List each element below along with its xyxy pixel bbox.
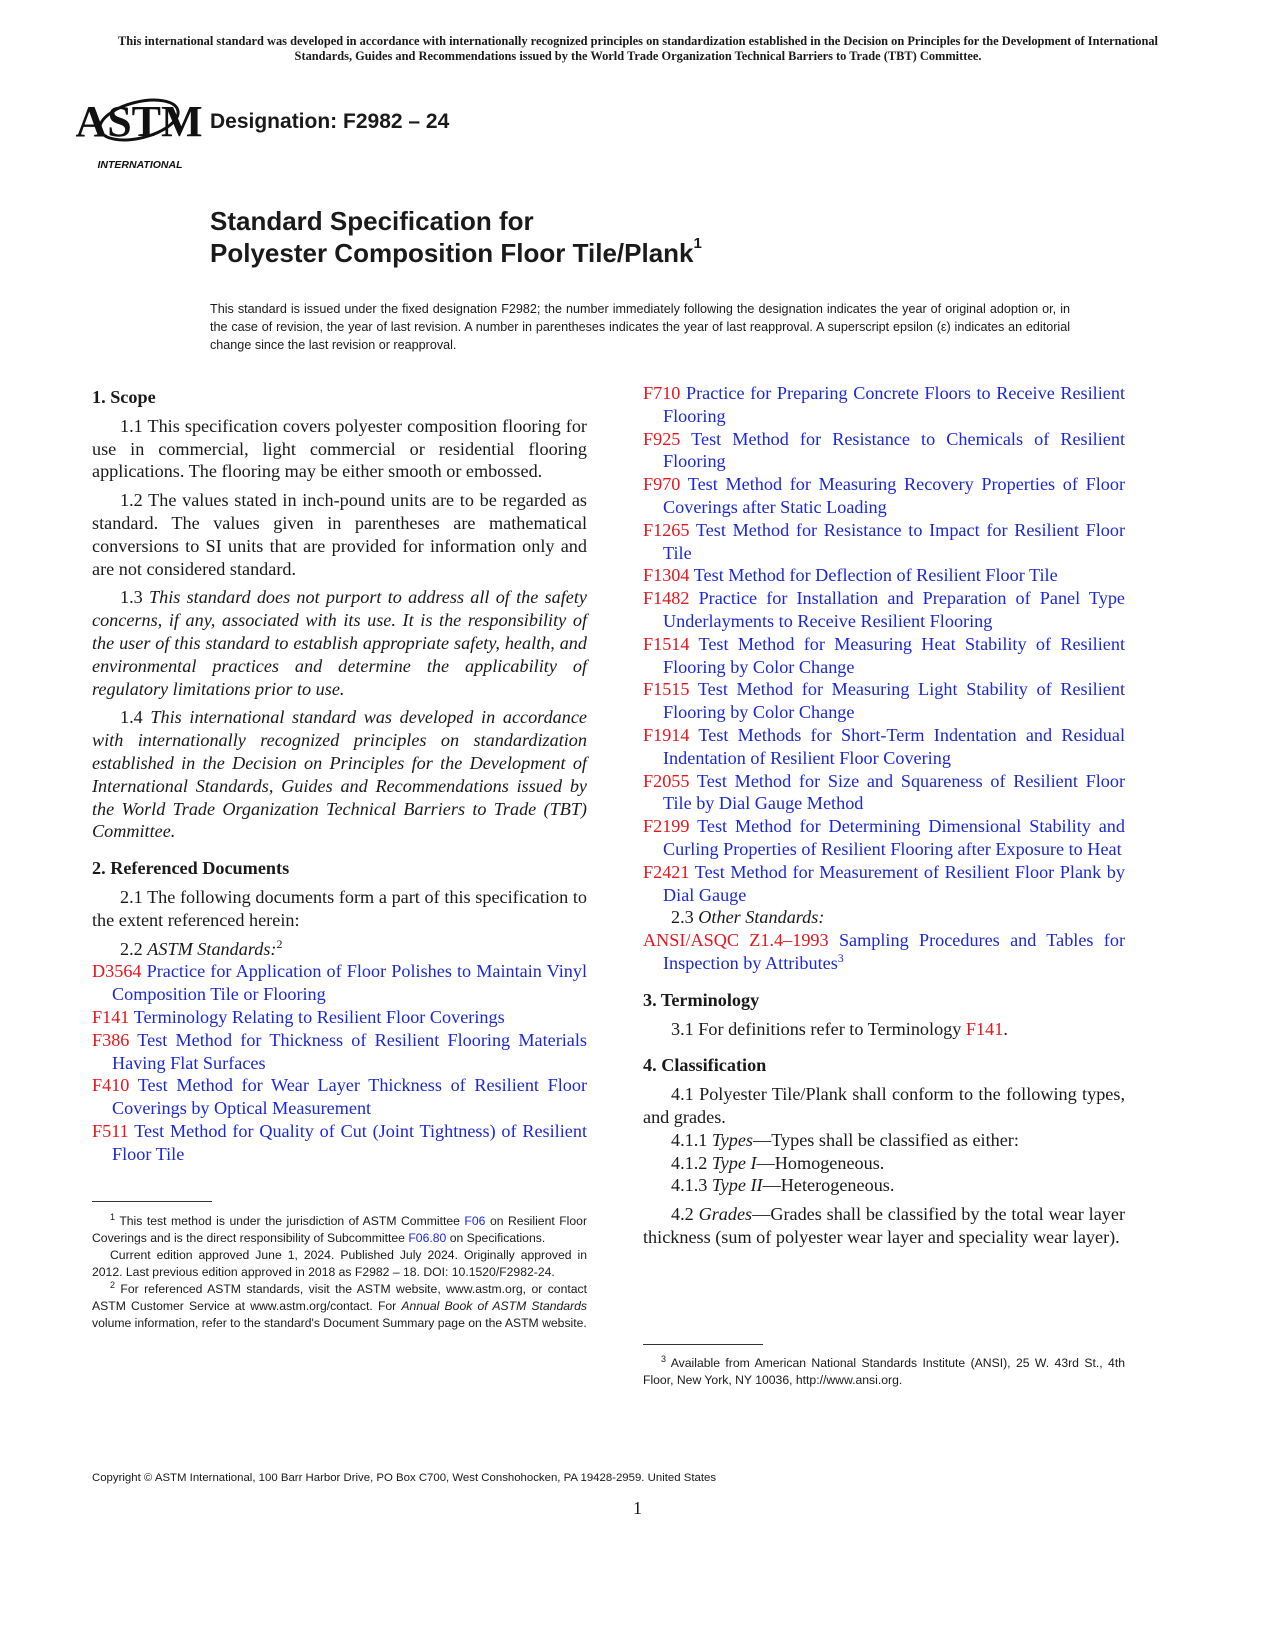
ref-code[interactable]: F925 (643, 428, 681, 449)
ref-title[interactable]: Test Method for Resistance to Impact for Resilient Floor Tile (663, 519, 1125, 563)
referenced-2-3-label: Other Standards: (698, 907, 825, 928)
classification-4-1: 4.1 Polyester Tile/Plank shall conform to the following types, and grades. (643, 1084, 1125, 1127)
type-label: Type I (711, 1152, 757, 1173)
type-label: Type II (711, 1175, 763, 1196)
footnote-1-text-a: This test method is under the jurisdiction of ASTM Committee (119, 1214, 465, 1228)
astm-refs-right (643, 382, 1125, 906)
reference-f710[interactable] (643, 382, 1125, 428)
logo-letters: ASTM (75, 97, 203, 146)
section-classification-heading: 4. Classification (643, 1055, 767, 1076)
right-column (643, 382, 1125, 1255)
referenced-2-3 (643, 906, 1125, 929)
ref-title[interactable]: Sampling Procedures and Tables for Inspection by Attributes (663, 930, 1126, 973)
reference-f2199[interactable] (643, 815, 1125, 861)
grades-num: 4.2 (671, 1204, 694, 1225)
footnote-3-marker: 3 (661, 1353, 667, 1364)
ref-title[interactable]: Practice for Application of Floor Polishes to Maintain Vinyl Composition Tile or Flooring (112, 961, 587, 1005)
ref-code[interactable]: D3564 (92, 961, 142, 982)
ref-code[interactable]: F710 (643, 383, 681, 403)
footnote-3 (643, 1355, 1125, 1389)
reference-d3564[interactable] (92, 960, 587, 1006)
left-column (92, 382, 587, 1166)
referenced-2-2-num: 2.2 (120, 938, 143, 959)
ref-code[interactable]: F1482 (643, 588, 690, 609)
footnote-1-text-c: on Specifications. (446, 1231, 546, 1245)
ref-title[interactable]: Test Method for Resistance to Chemicals of Resilient Flooring (663, 428, 1125, 472)
ref-code[interactable]: F1514 (643, 633, 690, 654)
terminology-end: . (1003, 1018, 1008, 1039)
reference-f1515[interactable] (643, 678, 1125, 724)
ref-title[interactable]: Practice for Preparing Concrete Floors to Receive Resilient Flooring (663, 383, 1125, 426)
type-label: Types (711, 1129, 754, 1150)
reference-f1304[interactable] (643, 564, 1125, 587)
type-num: 4.1.2 (671, 1152, 708, 1173)
reference-f2055[interactable] (643, 770, 1125, 816)
logo-text: INTERNATIONAL (97, 159, 183, 171)
astm-logo (75, 82, 203, 174)
page-number: 1 (633, 1498, 642, 1518)
top-notice: This international standard was developed in accordance with internationally recognized principles on standardization established in the Decision on Principles for the Development of International Standards, Guides and Recommendations issued by the World Trade Organization Technical Barriers to Trade (TBT) Committee. (117, 34, 1159, 63)
ref-code[interactable]: F410 (92, 1075, 130, 1096)
title-line-2-text: Polyester Composition Floor Tile/Plank (210, 238, 694, 268)
section-terminology-heading: 3. Terminology (643, 989, 760, 1010)
title-line-2 (210, 237, 702, 269)
committee-f06-link[interactable]: F06 (464, 1214, 486, 1228)
reference-f925[interactable] (643, 428, 1125, 474)
classification-4-1-3 (643, 1174, 1125, 1197)
footnote-1-text-b: on Resilient Floor Coverings and is the direct responsibility of Subcommittee (92, 1214, 588, 1245)
footnote-3-text: Available from American National Standards Institute (ANSI), 25 W. 43rd St., 4th Floor, New York, NY 10036, http://www.ansi.org. (643, 1356, 1125, 1387)
scope-1-3-num: 1.3 (120, 587, 143, 608)
grades-label: Grades (698, 1204, 753, 1225)
ref-title[interactable]: Test Method for Quality of Cut (Joint Tightness) of Resilient Floor Tile (112, 1120, 587, 1164)
type-text: —Heterogeneous. (762, 1175, 895, 1196)
footnote-1 (92, 1213, 587, 1247)
type-text: —Types shall be classified as either: (753, 1129, 1019, 1150)
footnotes-right (643, 1355, 1125, 1389)
scope-1-4-num: 1.4 (120, 707, 143, 728)
referenced-2-1: 2.1 The following documents form a part of this specification to the extent referenced herein: (92, 886, 587, 930)
referenced-2-3-num: 2.3 (671, 907, 694, 928)
ref-code[interactable]: F1265 (643, 519, 690, 540)
ref-title[interactable]: Test Method for Thickness of Resilient Flooring Materials Having Flat Surfaces (112, 1029, 588, 1073)
footnote-2 (92, 1281, 587, 1332)
designation: Designation: F2982 – 24 (210, 110, 450, 133)
reference-f141[interactable] (92, 1006, 587, 1029)
ref-code[interactable]: ANSI/ASQC Z1.4–1993 (643, 930, 829, 951)
referenced-2-2-label: ASTM Standards: (147, 938, 277, 959)
issuance-statement: This standard is issued under the fixed designation F2982; the number immediately following the designation indicates the year of original adoption or, in the case of revision, the year of last revision. A number in parentheses indicates the year of last reapproval. A superscript epsilon (ε) indicates an editorial change since the last revision or reapproval. (210, 302, 1070, 352)
ref-title[interactable]: Test Method for Determining Dimensional Stability and Curling Properties of Resilient Flooring after Exposure to Heat (663, 816, 1125, 859)
terminology-3-1 (643, 1018, 1125, 1041)
ref-code[interactable]: F2055 (643, 770, 690, 791)
ref-code[interactable]: F386 (92, 1029, 130, 1050)
scope-1-4 (92, 706, 587, 843)
reference-f2421[interactable] (643, 861, 1125, 907)
reference-f1914[interactable] (643, 724, 1125, 770)
ref-code[interactable]: F970 (643, 474, 681, 495)
footnote-1-marker: 1 (110, 1211, 116, 1222)
title-line-1: Standard Specification for (210, 206, 534, 236)
reference-ansi-asqc[interactable] (643, 929, 1125, 975)
scope-1-3-text: This standard does not purport to address all of the safety concerns, if any, associated with its use. It is the responsibility of the user of this standard to establish appropriate safety, health, and environmental practices and determine the applicability of regulatory limitations prior to use. (92, 587, 587, 699)
ref-title[interactable]: Practice for Installation and Preparation of Panel Type Underlayments to Receive Resilient Flooring (663, 588, 1125, 631)
reference-f410[interactable] (92, 1074, 587, 1120)
reference-f386[interactable] (92, 1029, 587, 1075)
classification-4-1-2 (643, 1152, 1125, 1175)
footnote-1-edition: Current edition approved June 1, 2024. Published July 2024. Originally approved in 2012. Last previous edition approved in 2018 as F2982 – 18. DOI: 10.1520/F2982-24. (92, 1248, 587, 1279)
section-referenced-heading: 2. Referenced Documents (92, 858, 290, 879)
title-footnote-marker: 1 (693, 235, 702, 253)
astm-logo-icon (75, 82, 203, 174)
ref-code[interactable]: F2199 (643, 816, 690, 837)
scope-1-1: 1.1 This specification covers polyester composition flooring for use in commercial, light commercial or residential flooring applications. The flooring may be either smooth or embossed. (92, 415, 587, 482)
footnote-2-text-a: For referenced ASTM standards, visit the ASTM website, www.astm.org, or contact ASTM Customer Service at www.astm.org/contact. For (92, 1282, 587, 1313)
subcommittee-f06-80-link[interactable]: F06.80 (408, 1231, 447, 1245)
ref-footnote-marker: 3 (837, 950, 844, 965)
terminology-link-f141[interactable]: F141 (965, 1018, 1004, 1039)
reference-f1482[interactable] (643, 587, 1125, 633)
footnote-2-marker: 2 (110, 1279, 116, 1290)
scope-1-2: 1.2 The values stated in inch-pound units are to be regarded as standard. The values given in parentheses are mathematical conversions to SI units that are provided for information only and are not considered standard. (92, 490, 587, 579)
terminology-text: 3.1 For definitions refer to Terminology (671, 1018, 966, 1039)
footnote-2-italic: Annual Book of ASTM Standards (401, 1299, 587, 1313)
ref-code[interactable]: F1304 (643, 565, 690, 586)
ref-title[interactable]: Test Method for Wear Layer Thickness of Resilient Floor Coverings by Optical Measurement (112, 1075, 588, 1119)
grades-text: —Grades shall be classified by the total wear layer thickness (sum of polyester wear layer and speciality wear layer). (643, 1204, 1126, 1247)
footnote-divider-left (92, 1201, 212, 1202)
ref-code[interactable]: F141 (92, 1006, 130, 1027)
footnotes-left (92, 1213, 587, 1332)
reference-f1514[interactable] (643, 633, 1125, 679)
classification-4-1-1 (643, 1129, 1125, 1152)
reference-f970[interactable] (643, 473, 1125, 519)
ref-title[interactable]: Test Method for Measurement of Resilient Floor Plank by Dial Gauge (663, 861, 1125, 905)
footnote-2-text-b: volume information, refer to the standard's Document Summary page on the ASTM website. (92, 1316, 587, 1330)
reference-f511[interactable] (92, 1120, 587, 1166)
ref-title[interactable]: Test Method for Measuring Light Stability of Resilient Flooring by Color Change (663, 679, 1125, 723)
ref-title[interactable]: Test Method for Size and Squareness of Resilient Floor Tile by Dial Gauge Method (663, 770, 1126, 814)
footnote-divider-right (643, 1344, 763, 1345)
referenced-2-2 (92, 938, 587, 961)
ref-code[interactable]: F2421 (643, 861, 690, 882)
type-num: 4.1.1 (671, 1129, 708, 1150)
ref-title[interactable]: Test Methods for Short-Term Indentation and Residual Indentation of Resilient Floor Covering (663, 724, 1125, 768)
ref-code[interactable]: F511 (92, 1120, 129, 1141)
scope-1-3 (92, 586, 587, 700)
ref-title[interactable]: Test Method for Measuring Recovery Properties of Floor Coverings after Static Loading (663, 474, 1126, 517)
ref-code[interactable]: F1515 (643, 679, 690, 700)
referenced-2-2-footnote-marker: 2 (276, 936, 283, 951)
type-text: —Homogeneous. (756, 1152, 885, 1173)
ref-title[interactable]: Test Method for Deflection of Resilient Floor Tile (693, 565, 1058, 586)
document-title (210, 205, 702, 269)
type-num: 4.1.3 (671, 1175, 708, 1196)
ref-title[interactable]: Terminology Relating to Resilient Floor Coverings (133, 1006, 505, 1027)
ref-code[interactable]: F1914 (643, 724, 690, 745)
copyright-line: Copyright © ASTM International, 100 Barr Harbor Drive, PO Box C700, West Conshohocken, PA 19428-2959. United States (92, 1472, 717, 1484)
section-scope-heading: 1. Scope (92, 387, 156, 407)
reference-f1265[interactable] (643, 519, 1125, 565)
astm-refs-left (92, 960, 587, 1165)
classification-4-2 (643, 1203, 1125, 1249)
ref-title[interactable]: Test Method for Measuring Heat Stability of Resilient Flooring by Color Change (663, 633, 1125, 677)
scope-1-4-text: This international standard was developed in accordance with internationally recognized principles on standardization established in the Decision on Principles for the Development of International Standards, Guides and Recommendations issued by the World Trade Organization Technical Barriers to Trade (TBT) Committee. (92, 707, 588, 842)
